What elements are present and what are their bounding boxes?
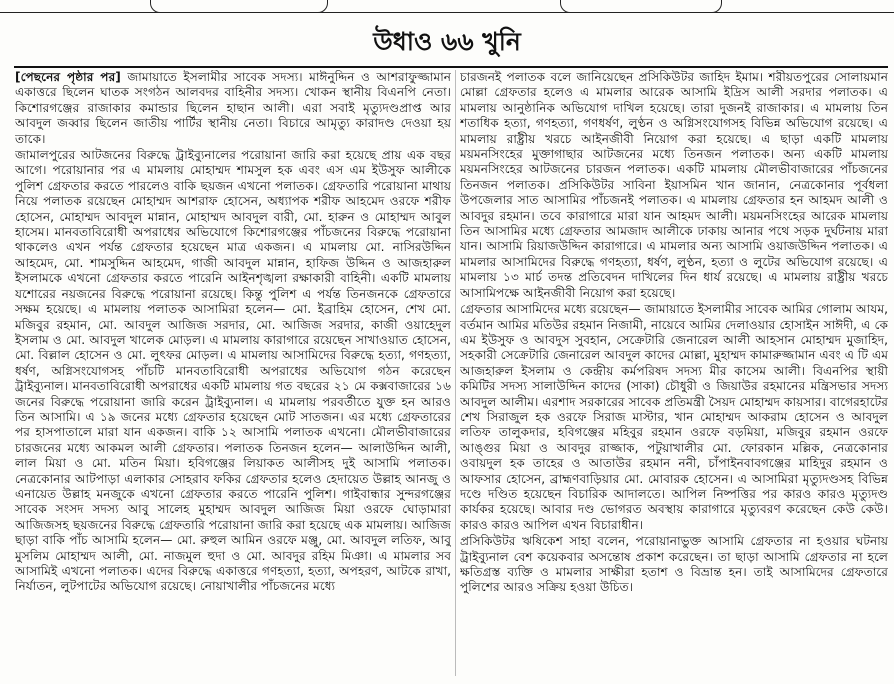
headline-rule	[14, 66, 888, 68]
paragraph: চারজনই পলাতক বলে জানিয়েছেন প্রসিকিউটর জাহিদ ইমাম। শরীয়তপুরের সোলায়মান মোল্লা গ্রেফতার হলেও এ মামলার আরেক আসামি ইদ্রিস আলী সরদার পলাতক। এ মামলায় আনুষ্ঠানিক অভিযোগ দাখিল হয়েছে। তারা দুজনই রাজাকার। এ মামলায় তিন শতাধিক হত্যা, গণহত্যা, গণধর্ষণ, লুণ্ঠন ও অগ্নিসংযোগসহ বিভিন্ন অভিযোগ রয়েছে। এ মামলায় রাষ্ট্রীয় খরচে আইনজীবী নিয়োগ করা হয়েছে। এ ছাড়া একটি মামলায় ময়মনসিংহের মুক্তাগাছার আটজনের মধ্যে তিনজন পলাতক। অন্য একটি মামলায় ময়মনসিংহের আটজনের চারজন পলাতক। একটি মামলায় মৌলভীবাজারের পাঁচজনের তিনজন পলাতক। প্রসিকিউটর সাবিনা ইয়াসমিন খান জানান, নেত্রকোনার পূর্বধলা উপজেলার সাত আসামির পাঁচজনই পলাতক। এ মামলায় গ্রেফতার হন আহমদ আলী ও আবদুর রহমান। তবে কারাগারে মারা যান আহমদ আলী। ময়মনসিংহের আরেক মামলায় তিন আসামির মধ্যে গ্রেফতার আমজাদ আলীকে ঢাকায় আনার পথে সড়ক দুর্ঘটনায় মারা যান। আসামি রিয়াজউদ্দিন কারাগারে। এ মামলার অন্য আসামি ওয়াজউদ্দিন পলাতক। এ মামলার আসামিদের বিরুদ্ধে গণহত্যা, ধর্ষণ, লুণ্ঠন, হত্যা ও লুটের অভিযোগ রয়েছে। এ মামলায় ১৩ মার্চ তদন্ত প্রতিবেদন দাখিলের দিন ধার্য রয়েছে। এ মামলায় রাষ্ট্রীয় খরচে আসামিপক্ষে আইনজীবী নিয়োগ করা হয়েছে।	[460, 70, 888, 300]
paragraph: গ্রেফতার আসামিদের মধ্যে রয়েছেন— জামায়াতে ইসলামীর সাবেক আমির গোলাম আযম, বর্তমান আমির মতিউর রহমান নিজামী, নায়েবে আমির দেলাওয়ার হোসাইন সাঈদী, এ কে এম ইউসুফ ও আবদুস সুবহান, সেক্রেটারি জেনারেল আলী আহসান মোহাম্মদ মুজাহিদ, সহকারী সেক্রেটারি জেনারেল আবদুল কাদের মোল্লা, মুহাম্মদ কামারুজ্জামান এবং এ টি এম আজহারুল ইসলাম ও কেন্দ্রীয় কর্মপরিষদ সদস্য মীর কাসেম আলী। বিএনপির স্থায়ী কমিটির সদস্য সালাউদ্দিন কাদের (সাকা) চৌধুরী ও জিয়াউর রহমানের মন্ত্রিসভার সদস্য আবদুল আলীম। এরশাদ সরকারের সাবেক প্রতিমন্ত্রী সৈয়দ মোহাম্মদ কায়সার। বাগেরহাটের শেখ সিরাজুল হক ওরফে সিরাজ মাস্টার, খান মোহাম্মদ আকরাম হোসেন ও আবদুল লতিফ তালুকদার, হবিগঞ্জের মহিবুর রহমান ওরফে বড়মিয়া, মজিবুর রহমান ওরফে আঙ্গুর মিয়া ও আবদুর রাজ্জাক, পটুয়াখালীর মো. ফোরকান মল্লিক, নেত্রকোনার ওবায়দুল হক তাহের ও আতাউর রহমান ননী, চাঁপাইনবাবগঞ্জের মাহিদুর রহমান ও আফসার হোসেন, ব্রাহ্মণবাড়িয়ার মো. মোবারক হোসেন। এ আসামিরা মৃত্যুদণ্ডসহ বিভিন্ন দণ্ডে দণ্ডিত হয়েছেন বিচারিক আদালতে। আপিল নিষ্পত্তির পর কারও কারও মৃত্যুদণ্ড কার্যকর হয়েছে। আবার দণ্ড ভোগরত অবস্থায় কারাগারে মৃত্যুবরণ করেছেন কেউ কেউ। কারও কারও আপিল এখন বিচারাধীন।	[460, 302, 888, 532]
masthead-box-left	[150, 0, 328, 13]
paragraph-text: জামায়াতে ইসলামীর সাবেক সদস্য। মাঈনুদ্দিন ও আশরাফুজ্জামান একাত্তরে ছিলেন ঘাতক সংগঠন আলবদর বাহিনীর সদস্য। খোকন স্থানীয় বিএনপি নেতা। কিশোরগঞ্জের রাজাকার কমান্ডার ছিলেন হাছান আলী। এরা সবাই মৃত্যুদণ্ডপ্রাপ্ত আর আবদুল জব্বার ছিলেন জাতীয় পার্টির স্থানীয় নেতা। বিচারে আমৃত্যু কারাদণ্ড দেওয়া হয় তাকে।	[15, 70, 451, 146]
column-divider	[455, 70, 456, 676]
masthead-frame	[0, 0, 894, 14]
article-column-right	[460, 70, 888, 680]
continuation-label: [পেছনের পৃষ্ঠার পর]	[15, 70, 121, 84]
masthead-box-right	[560, 0, 722, 13]
paragraph: জামালপুরের আটজনের বিরুদ্ধে ট্রাইব্যুনালের পরোয়ানা জারি করা হয়েছে প্রায় এক বছর আগে। পরোয়ানার পর এ মামলায় মোহাম্মদ শামসুল হক এবং এস এম ইউসুফ আলীকে পুলিশ গ্রেফতার করতে পারলেও বাকি ছয়জন এখনো পলাতক। গ্রেফতারি পরোয়ানা মাথায় নিয়ে পলাতক রয়েছেন মোহাম্মদ আশরাফ হোসেন, অধ্যাপক শরীফ আহমেদ ওরফে শরীফ হোসেন, মোহাম্মদ আবদুল মান্নান, মোহাম্মদ আবদুল বারী, মো. হারুন ও মোহাম্মদ আবুল হাসেম। মানবতাবিরোধী অপরাধের অভিযোগে কিশোরগঞ্জের পাঁচজনের বিরুদ্ধে পরোয়ানা থাকলেও এখন পর্যন্ত গ্রেফতার হয়েছেন মাত্র একজন। এ মামলায় মো. নাসিরউদ্দিন আহমেদ, মো. শামসুদ্দিন আহমেদ, গাজী আবদুল মান্নান, হাফিজ উদ্দিন ও আজহারুল ইসলামকে এখনো গ্রেফতার করতে পারেনি আইনশৃঙ্খলা রক্ষাকারী বাহিনী। একটি মামলায় যশোরের নয়জনের বিরুদ্ধে পরোয়ানা রয়েছে। কিন্তু পুলিশ এ পর্যন্ত তিনজনকে গ্রেফতারে সক্ষম হয়েছে। এ মামলায় পলাতক আসামিরা হলেন— মো. ইব্রাহিম হোসেন, শেখ মো. মজিবুর রহমান, মো. আবদুল আজিজ সরদার, মো. আজিজ সরদার, কাজী ওয়াহেদুল ইসলাম ও মো. আবদুল খালেক মোড়ল। এ মামলায় কারাগারে রয়েছেন সাখাওয়াত হোসেন, মো. বিল্লাল হোসেন ও মো. লুৎফর মোড়ল। এ মামলায় আসামিদের বিরুদ্ধে হত্যা, গণহত্যা, ধর্ষণ, অগ্নিসংযোগসহ পাঁচটি মানবতাবিরোধী অপরাধের অভিযোগ গঠন করেছেন ট্রাইব্যুনাল। মানবতাবিরোধী অপরাধের একটি মামলায় গত বছরের ২১ মে কক্সবাজারের ১৬ জনের বিরুদ্ধে পরোয়ানা জারি করেন ট্রাইব্যুনাল। এ মামলায় পরবর্তীতে যুক্ত হন আরও তিন আসামি। এ ১৯ জনের মধ্যে গ্রেফতার হয়েছেন মোট সাতজন। এর মধ্যে গ্রেফতারের পর হাসপাতালে মারা যান একজন। বাকি ১২ আসামি পলাতক এখনো। মৌলভীবাজারের চারজনের মধ্যে আকমল আলী গ্রেফতার। পলাতক তিনজন হলেন— আলাউদ্দিন আলী, লাল মিয়া ও মো. মতিন মিয়া। হবিগঞ্জের লিয়াকত আলীসহ দুই আসামি পলাতক। নেত্রকোনার আটপাড়া এলাকার সোহরাব ফকির গ্রেফতার হলেও হেদায়েত উল্লাহ আনজু ও এনায়েত উল্লাহ মনজুকে এখনো গ্রেফতার করতে পারেনি পুলিশ। গাইবান্ধার সুন্দরগঞ্জের সাবেক সংসদ সদস্য আবু সালেহ মুহাম্মদ আবদুল আজিজ মিয়া ওরফে ঘোড়ামারা আজিজসহ ছয়জনের বিরুদ্ধে গ্রেফতারি পরোয়ানা জারি করা হয়েছে এক মামলায়। আজিজ ছাড়া বাকি পাঁচ আসামি হলেন— মো. রুহুল আমিন ওরফে মঞ্জু, মো. আবদুল লতিফ, আবু মুসলিম মোহাম্মদ আলী, মো. নাজমুল হুদা ও মো. আবদুর রহিম মিঞা। এ মামলার সব আসামিই এখনো পলাতক। এদের বিরুদ্ধে একাত্তরে গণহত্যা, হত্যা, অপহরণ, আটকে রাখা, নির্যাতন, লুটপাটের অভিযোগ রয়েছে। নোয়াখালীর পাঁচজনের মধ্যে	[15, 148, 451, 594]
headline: উধাও ৬৬ খুনি	[373, 27, 521, 56]
masthead-rule	[0, 12, 894, 13]
paragraph	[15, 70, 451, 147]
article-column-left	[15, 70, 451, 680]
paragraph: প্রসিকিউটর ঋষিকেশ সাহা বলেন, পরোয়ানাভুক্ত আসামি গ্রেফতার না হওয়ার ঘটনায় ট্রাইব্যুনাল বেশ কয়েকবার অসন্তোষ প্রকাশ করেছেন। তা ছাড়া আসামি গ্রেফতার না হলে ক্ষতিগ্রস্ত ব্যক্তি ও মামলার সাক্ষীরা হতাশ ও বিভ্রান্ত হন। তাই আসামিদের গ্রেফতারে পুলিশের আরও সক্রিয় হওয়া উচিত।	[460, 534, 888, 595]
